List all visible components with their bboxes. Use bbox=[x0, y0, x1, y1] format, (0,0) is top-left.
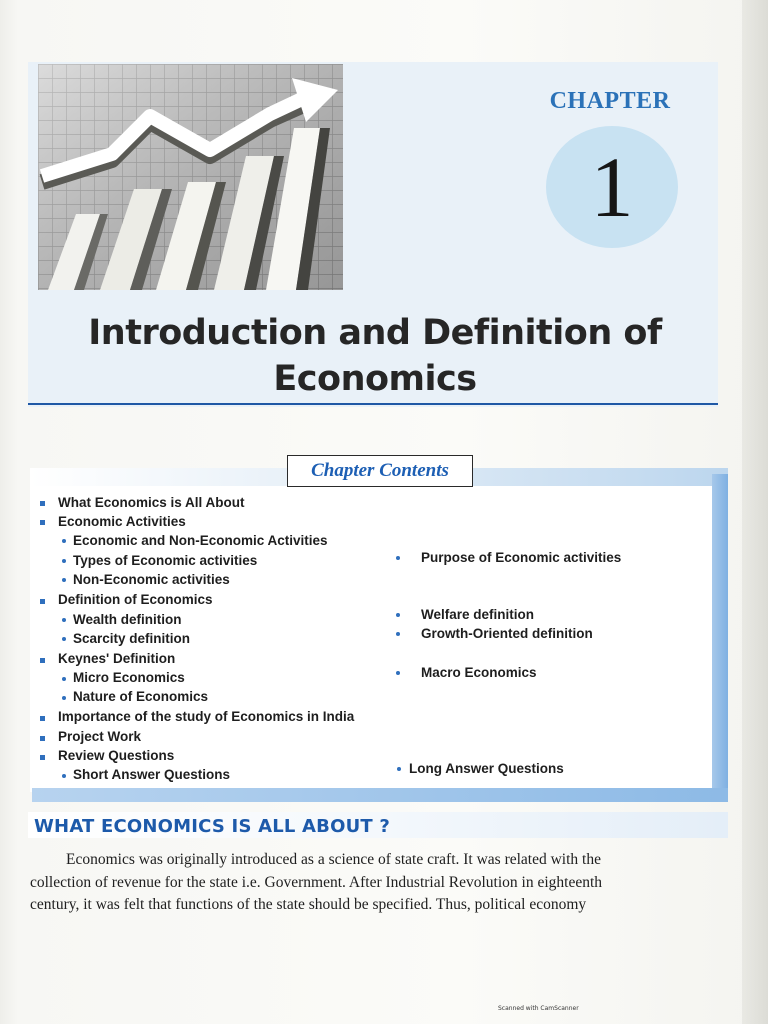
contents-box-bottom-border bbox=[32, 788, 728, 802]
contents-item: Definition of Economics bbox=[58, 592, 213, 607]
bullet-dot bbox=[62, 637, 66, 641]
bullet-dot bbox=[396, 671, 400, 675]
contents-subitem: Nature of Economics bbox=[73, 689, 209, 704]
bullet-square bbox=[40, 520, 45, 525]
bullet-dot bbox=[62, 774, 66, 778]
bullet-dot bbox=[62, 539, 66, 543]
page-edge bbox=[742, 0, 768, 1024]
contents-item: What Economics is All About bbox=[58, 495, 245, 510]
bullet-dot bbox=[396, 556, 400, 560]
title-rule bbox=[28, 403, 718, 405]
bullet-dot bbox=[62, 618, 66, 622]
bullet-square bbox=[40, 716, 45, 721]
bullet-dot bbox=[62, 559, 66, 563]
contents-subitem: Long Answer Questions bbox=[409, 761, 564, 776]
bullet-square bbox=[40, 501, 45, 506]
contents-subitem: Scarcity definition bbox=[73, 631, 191, 646]
bullet-dot bbox=[396, 613, 400, 617]
bullet-square bbox=[40, 736, 45, 741]
bullet-dot bbox=[397, 767, 401, 771]
body-text-line: Economics was originally introduced as a science of state craft. It was related with the bbox=[66, 851, 601, 868]
contents-subitem: Economic and Non-Economic Activities bbox=[73, 533, 328, 548]
bullet-square bbox=[40, 658, 45, 663]
contents-item: Economic Activities bbox=[58, 514, 186, 529]
chapter-title-line-2: Economics bbox=[273, 359, 477, 399]
contents-item: Project Work bbox=[58, 729, 142, 744]
contents-subitem: Wealth definition bbox=[73, 612, 182, 627]
bullet-dot bbox=[62, 578, 66, 582]
contents-subitem: Micro Economics bbox=[73, 670, 185, 685]
contents-subitem: Macro Economics bbox=[421, 665, 537, 680]
contents-subitem: Short Answer Questions bbox=[73, 767, 231, 782]
bullet-square bbox=[40, 599, 45, 604]
growth-chart-photo bbox=[38, 64, 343, 290]
contents-item: Keynes' Definition bbox=[58, 651, 176, 666]
body-text-line: century, it was felt that functions of the state should be specified. Thus, political economy bbox=[30, 896, 587, 913]
contents-subitem: Types of Economic activities bbox=[73, 553, 258, 568]
body-text-line: collection of revenue for the state i.e. Government. After Industrial Revolution in eighteenth bbox=[30, 874, 603, 891]
contents-heading: Chapter Contents bbox=[287, 455, 473, 487]
bullet-dot bbox=[62, 677, 66, 681]
chapter-label: CHAPTER bbox=[549, 88, 671, 114]
contents-subitem: Welfare definition bbox=[421, 607, 535, 622]
contents-item: Importance of the study of Economics in India bbox=[58, 709, 355, 724]
contents-subitem: Growth-Oriented definition bbox=[421, 626, 593, 641]
bullet-square bbox=[40, 755, 45, 760]
chapter-number: 1 bbox=[590, 139, 634, 235]
chapter-title bbox=[30, 310, 720, 402]
chapter-title-line-1: Introduction and Definition of bbox=[88, 313, 662, 353]
bullet-dot bbox=[62, 696, 66, 700]
scanner-watermark: Scanned with CamScanner bbox=[498, 1005, 579, 1012]
contents-subitem: Non-Economic activities bbox=[73, 572, 230, 587]
contents-item: Review Questions bbox=[58, 748, 175, 763]
section-heading: WHAT ECONOMICS IS ALL ABOUT ? bbox=[34, 816, 390, 837]
contents-subitem: Purpose of Economic activities bbox=[421, 550, 622, 565]
bullet-dot bbox=[396, 632, 400, 636]
contents-box-right-border bbox=[712, 474, 728, 792]
